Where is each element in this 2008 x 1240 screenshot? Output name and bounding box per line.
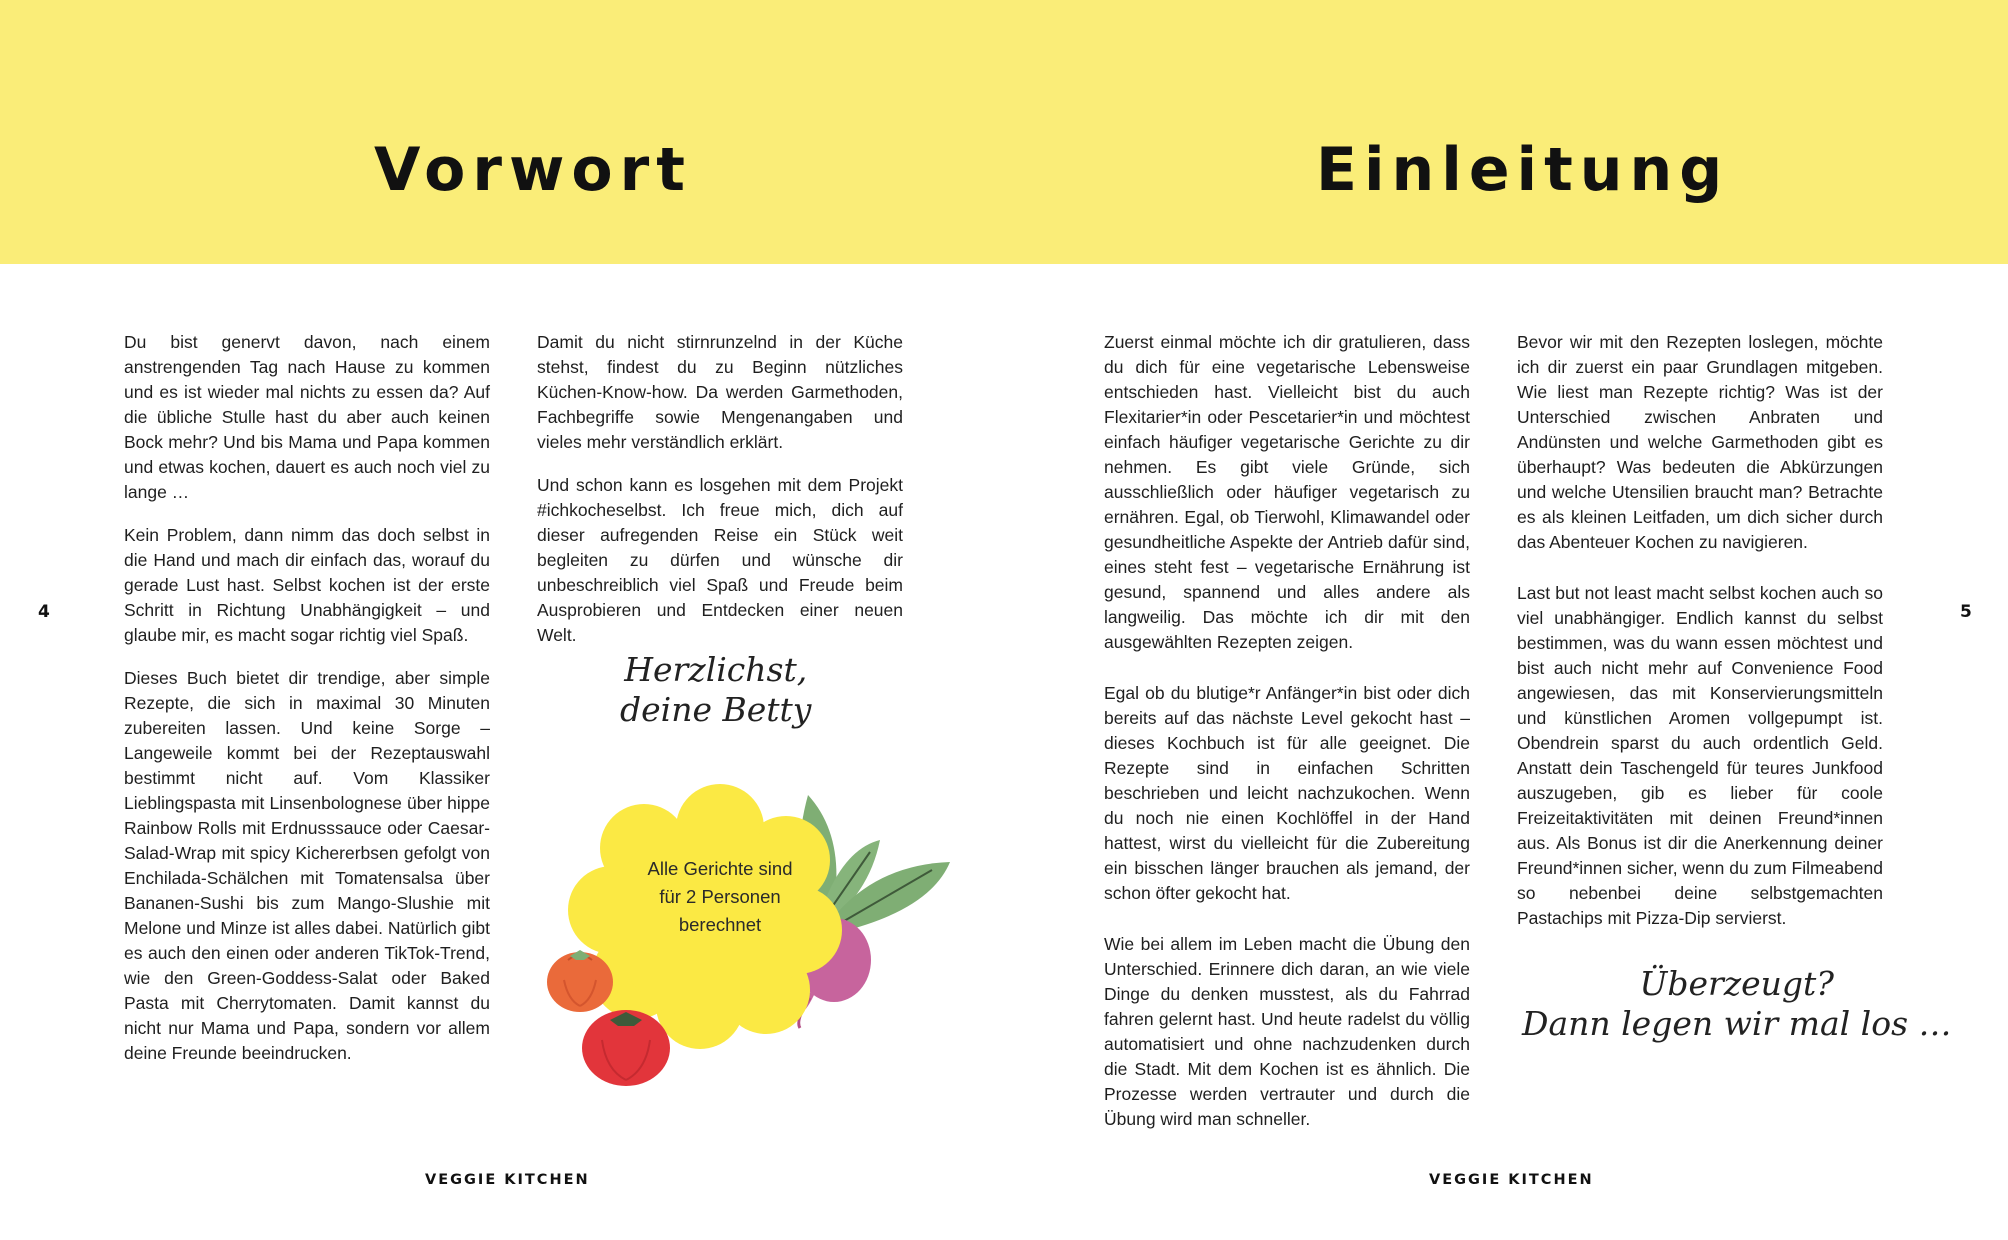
closing-line: Dann legen wir mal los … xyxy=(1522,1004,1952,1043)
paragraph: Und schon kann es losgehen mit dem Projekt #ichkocheselbst. Ich freue mich, dich auf dieser aufregenden Reise ein Stück weit begleiten zu dürfen und wünsche dir unbeschreiblich viel Spaß und Freude beim Ausprobieren und Entdecken einer neuen Welt. xyxy=(537,475,903,645)
vorwort-column-2 xyxy=(537,330,903,666)
paragraph: Damit du nicht stirnrunzelnd in der Küche stehst, findest du zu Beginn nützliches Küchen-Know-how. Da werden Garmethoden, Fachbegriffe sowie Mengenangaben und vieles mehr verständlich erklärt. xyxy=(537,332,903,452)
page-title-einleitung: Einleitung xyxy=(1316,135,1730,205)
tomato-icon xyxy=(582,1010,670,1086)
einleitung-column-1 xyxy=(1104,330,1470,1158)
flower-badge xyxy=(540,770,960,1100)
closing-line: Überzeugt? xyxy=(1639,964,1835,1003)
closing-note xyxy=(1522,964,1952,1044)
paragraph: Kein Problem, dann nimm das doch selbst in die Hand und mach dir einfach das, worauf du gerade Lust hast. Selbst kochen ist der erste Schritt in Richtung Unabhängigkeit – und glaube mir, es macht sogar richtig viel Spaß. xyxy=(124,525,490,645)
signoff-line: deine Betty xyxy=(620,690,812,729)
flower-badge-text xyxy=(620,855,820,939)
page-number-right: 5 xyxy=(1960,602,1972,622)
signoff-line: Herzlichst, xyxy=(624,650,808,689)
vorwort-column-1 xyxy=(124,330,490,1084)
footer-left: VEGGIE KITCHEN xyxy=(425,1172,590,1188)
einleitung-column-2 xyxy=(1517,330,1883,957)
paragraph: Egal ob du blutige*r Anfänger*in bist oder dich bereits auf das nächste Level gekocht hast – dieses Kochbuch ist für alle geeignet. Die Rezepte sind in einfachen Schritten beschrieben und leicht nachzukochen. Wenn du noch nie einen Kochlöffel in der Hand hattest, wirst du vielleicht für die Zubereitung ein bisschen länger brauchen als jemand, der schon öfter gekocht hat. xyxy=(1104,683,1470,903)
flower-line: berechnet xyxy=(678,914,762,935)
paragraph: Du bist genervt davon, nach einem anstrengenden Tag nach Hause zu kommen und es ist wieder mal nichts zu essen da? Auf die übliche Stulle hast du aber auch keinen Bock mehr? Und bis Mama und Papa kommen und etwas kochen, dauert es auch noch viel zu lange … xyxy=(124,332,490,502)
paragraph: Zuerst einmal möchte ich dir gratulieren, dass du dich für eine vegetarische Lebensweise entschieden hast. Vielleicht bist du auch Flexitarier*in oder Pescetarier*in und möchtest einfach häufiger vegetarische Gerichte zu dir nehmen. Es gibt viele Gründe, sich ausschließlich oder häufiger vegetarisch zu ernähren. Egal, ob Tierwohl, Klimawandel oder gesundheitliche Aspekte der Antrieb dafür sind, eines steht fest – vegetarische Ernährung ist gesund, spannend und alles andere als langweilig. Das möchte ich dir mit den ausgewählten Rezepten zeigen. xyxy=(1104,332,1470,652)
page-number-left: 4 xyxy=(38,602,50,622)
paragraph: Last but not least macht selbst kochen auch so viel unabhängiger. Endlich kannst du selbst bestimmen, was du wann essen möchtest und bist auch nicht mehr auf Convenience Food angewiesen, das mit Konservierungsmitteln und künstlichen Aromen vollgepumpt ist. Obendrein sparst du auch ordentlich Geld. Anstatt dein Taschengeld für teures Junkfood auszugeben, gib es lieber für coole Freizeitaktivitäten mit deinen Freund*innen aus. Als Bonus ist dir die Anerkennung deiner Freund*innen sicher, wenn du zum Filmeabend so nebenbei deine selbstgemachten Pastachips mit Pizza-Dip servierst. xyxy=(1517,583,1883,928)
paragraph: Dieses Buch bietet dir trendige, aber simple Rezepte, die sich in maximal 30 Minuten zubereiten lassen. Und keine Sorge – Langeweile kommt bei der Rezeptauswahl bestimmt nicht auf. Vom Klassiker Lieblingspasta mit Linsenbolognese über hippe Rainbow Rolls mit Erdnusssauce oder Caesar-Salad-Wrap mit spicy Kichererbsen gefolgt von Enchilada-Schälchen mit Tomatensalsa über Bananen-Sushi bis zum Mango-Slushie mit Melone und Minze ist alles dabei. Natürlich gibt es auch den einen oder anderen TikTok-Trend, wie den Green-Goddess-Salat oder Baked Pasta mit Cherrytomaten. Damit kannst du nicht nur Mama und Papa, sondern vor allem deine Freunde beeindrucken. xyxy=(124,668,490,1063)
header-banner xyxy=(0,0,2008,264)
paragraph: Wie bei allem im Leben macht die Übung den Unterschied. Erinnere dich daran, an wie viele Dinge du denken musstest, als du Fahrrad fahren gelernt hast. Und heute radelst du völlig automatisiert und ohne nachzudenken durch die Stadt. Mit dem Kochen ist es ähnlich. Die Prozesse werden vertrauter und durch die Übung wird man schneller. xyxy=(1104,934,1470,1129)
flower-line: für 2 Personen xyxy=(659,886,781,907)
flower-line: Alle Gerichte sind xyxy=(647,858,793,879)
footer-right: VEGGIE KITCHEN xyxy=(1429,1172,1594,1188)
signoff xyxy=(620,650,811,730)
paragraph: Bevor wir mit den Rezepten loslegen, möchte ich dir zuerst ein paar Grundlagen mitgeben. Wie liest man Rezepte richtig? Was ist der Unterschied zwischen Anbraten und Andünsten und welche Garmethoden gibt es überhaupt? Was bedeuten die Abkürzungen und welche Utensilien braucht man? Betrachte es als kleinen Leitfaden, um dich sicher durch das Abenteuer Kochen zu navigieren. xyxy=(1517,332,1883,552)
page-title-vorwort: Vorwort xyxy=(374,135,692,205)
